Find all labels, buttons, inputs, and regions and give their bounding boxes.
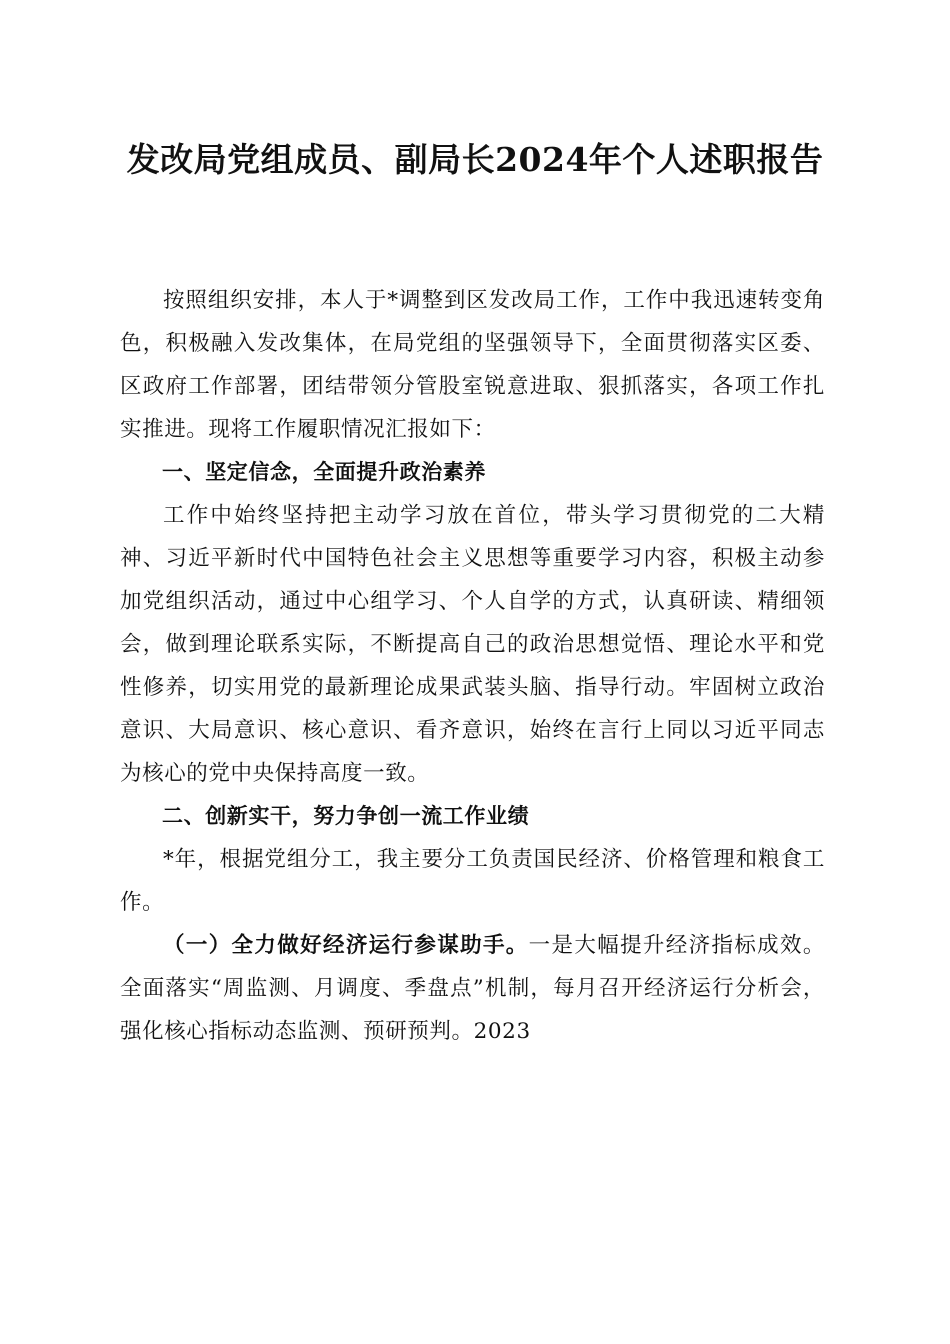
subsection-1-heading: （一）全力做好经济运行参谋助手。: [163, 933, 529, 958]
subsection-1-text: 一是大幅提升经济指标成效。全面落实“周监测、月调度、季盘点”机制，每月召开经济运行分析会，强化核心指标动态监测、预研预判。2023: [120, 933, 825, 1044]
section-2-paragraph: *年，根据党组分工，我主要分工负责国民经济、价格管理和粮食工作。: [120, 847, 825, 915]
subsection-1-paragraph: [120, 924, 825, 1053]
document-title: 发改局党组成员、副局长2024年个人述职报告: [126, 140, 824, 179]
section-1-paragraph: 工作中始终坚持把主动学习放在首位，带头学习贯彻党的二大精神、习近平新时代中国特色社会主义思想等重要学习内容，积极主动参加党组织活动，通过中心组学习、个人自学的方式，认真研读、精细领会，做到理论联系实际，不断提高自己的政治思想觉悟、理论水平和党性修养，切实用党的最新理论成果武装头脑、指导行动。牢固树立政治意识、大局意识、核心意识、看齐意识，始终在言行上同以习近平同志为核心的党中央保持高度一致。: [120, 503, 825, 786]
section-1-heading: 一、坚定信念，全面提升政治素养: [162, 460, 486, 484]
intro-paragraph: 按照组织安排，本人于*调整到区发改局工作，工作中我迅速转变角色，积极融入发改集体，在局党组的坚强领导下，全面贯彻落实区委、区政府工作部署，团结带领分管股室锐意进取、狠抓落实，各项工作扎实推进。现将工作履职情况汇报如下：: [120, 288, 825, 442]
section-2-heading: 二、创新实干，努力争创一流工作业绩: [162, 804, 530, 828]
document-body: [120, 279, 825, 1053]
